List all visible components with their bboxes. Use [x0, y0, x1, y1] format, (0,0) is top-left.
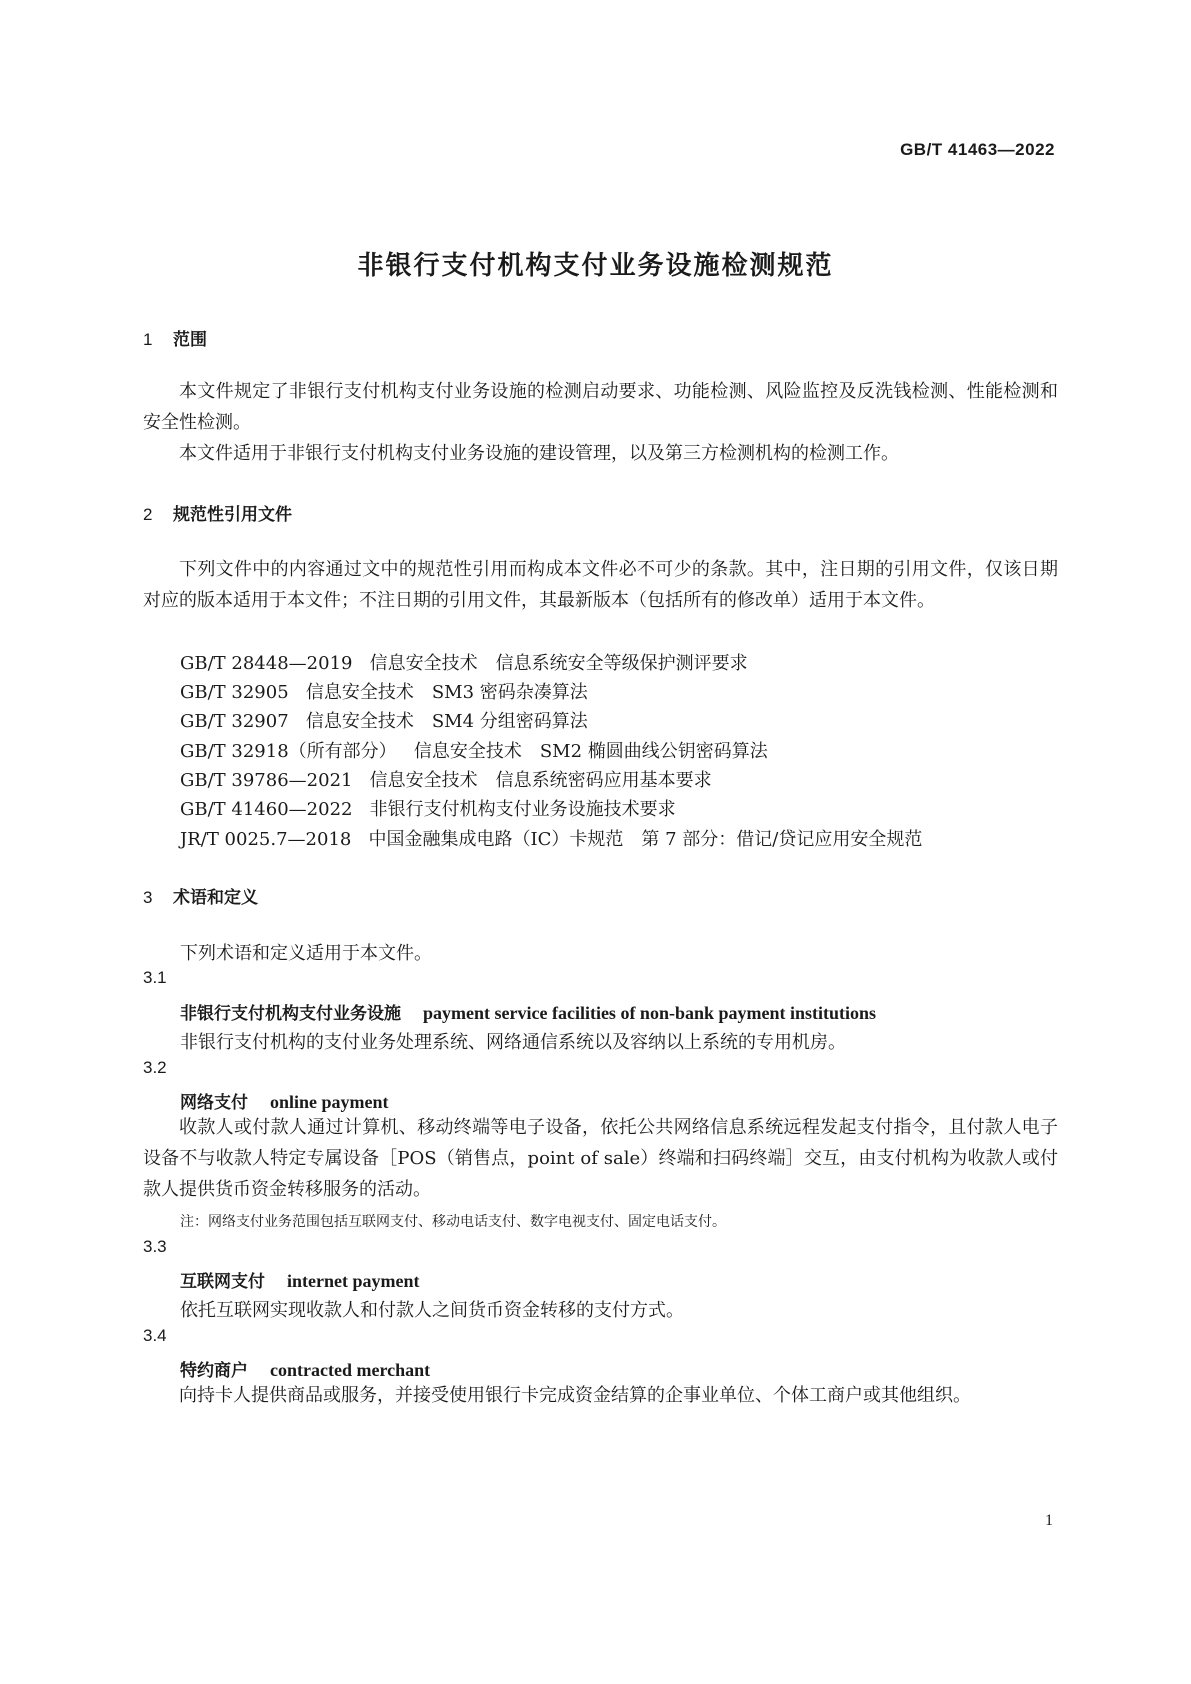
reference-code: GB/T 28448—2019	[180, 653, 353, 674]
section-2-intro: 下列文件中的内容通过文中的规范性引用而构成本文件必不可少的条款。其中，注日期的引用文件，仅该日期对应的版本适用于本文件；不注日期的引用文件，其最新版本（包括所有的修改单）适用于本文件。	[143, 559, 1058, 611]
term-english: online payment	[270, 1092, 389, 1112]
reference-item	[180, 649, 748, 675]
term-chinese: 网络支付	[180, 1093, 248, 1113]
term-number: 3.4	[143, 1326, 167, 1345]
reference-item	[180, 678, 588, 704]
term-number: 3.2	[143, 1058, 167, 1077]
section-2-heading	[143, 500, 292, 525]
term-heading	[180, 1356, 430, 1381]
reference-title: 信息安全技术 SM4 分组密码算法	[305, 711, 588, 732]
term-definition: 非银行支付机构的支付业务处理系统、网络通信系统以及容纳以上系统的专用机房。	[180, 1032, 846, 1053]
reference-title: 非银行支付机构支付业务设施技术要求	[369, 799, 676, 820]
reference-item	[180, 707, 588, 733]
term-definition: 依托互联网实现收款人和付款人之间货币资金转移的支付方式。	[180, 1300, 684, 1321]
term-english: contracted merchant	[270, 1360, 431, 1380]
term-chinese: 特约商户	[180, 1361, 248, 1381]
reference-code: GB/T 41460—2022	[180, 799, 353, 820]
reference-item	[180, 766, 712, 792]
section-title: 范围	[173, 330, 207, 350]
document-title: 非银行支付机构支付业务设施检测规范	[357, 251, 834, 281]
reference-title: 信息安全技术 信息系统安全等级保护测评要求	[369, 653, 748, 674]
reference-title: 中国金融集成电路（IC）卡规范 第 7 部分：借记/贷记应用安全规范	[368, 829, 923, 850]
reference-code: JR/T 0025.7—2018	[180, 829, 352, 850]
term-chinese: 非银行支付机构支付业务设施	[180, 1004, 401, 1024]
section-number: 2	[143, 505, 153, 524]
term-number: 3.1	[143, 968, 167, 987]
reference-item	[180, 737, 768, 763]
section-3-heading	[143, 883, 258, 908]
reference-item	[180, 795, 676, 821]
term-number: 3.3	[143, 1237, 167, 1256]
section-1-heading	[143, 325, 207, 350]
reference-item	[180, 825, 922, 851]
section-number: 1	[143, 330, 153, 349]
section-number: 3	[143, 888, 153, 907]
reference-code: GB/T 32918（所有部分）	[180, 741, 397, 762]
section-3-intro: 下列术语和定义适用于本文件。	[180, 943, 432, 964]
section-title: 规范性引用文件	[173, 505, 292, 525]
reference-code: GB/T 32905	[180, 682, 289, 703]
reference-code: GB/T 32907	[180, 711, 289, 732]
reference-title: 信息安全技术 SM3 密码杂凑算法	[305, 682, 588, 703]
term-definition: 收款人或付款人通过计算机、移动终端等电子设备，依托公共网络信息系统远程发起支付指令，且付款人电子设备不与收款人特定专属设备［POS（销售点，point of sale）终端和扫码终端］交互，由支付机构为收款人或付款人提供货币资金转移服务的活动。	[143, 1117, 1058, 1200]
section-1-paragraph-2: 本文件适用于非银行支付机构支付业务设施的建设管理，以及第三方检测机构的检测工作。	[179, 443, 899, 464]
term-definition: 向持卡人提供商品或服务，并接受使用银行卡完成资金结算的企事业单位、个体工商户或其他组织。	[179, 1385, 971, 1406]
term-note: 注：网络支付业务范围包括互联网支付、移动电话支付、数字电视支付、固定电话支付。	[180, 1214, 726, 1230]
standard-number: GB/T 41463—2022	[900, 140, 1055, 159]
page-number: 1	[1045, 1512, 1053, 1529]
term-heading	[180, 1267, 419, 1292]
term-english: internet payment	[287, 1271, 420, 1291]
term-heading	[180, 999, 876, 1024]
reference-code: GB/T 39786—2021	[180, 770, 353, 791]
reference-title: 信息安全技术 SM2 椭圆曲线公钥密码算法	[413, 741, 768, 762]
term-heading	[180, 1088, 389, 1113]
section-1-paragraph-1: 本文件规定了非银行支付机构支付业务设施的检测启动要求、功能检测、风险监控及反洗钱检测、性能检测和安全性检测。	[143, 381, 1058, 433]
term-english: payment service facilities of non-bank payment institutions	[423, 1003, 877, 1023]
section-title: 术语和定义	[173, 888, 258, 908]
reference-title: 信息安全技术 信息系统密码应用基本要求	[369, 770, 712, 791]
term-chinese: 互联网支付	[180, 1272, 265, 1292]
